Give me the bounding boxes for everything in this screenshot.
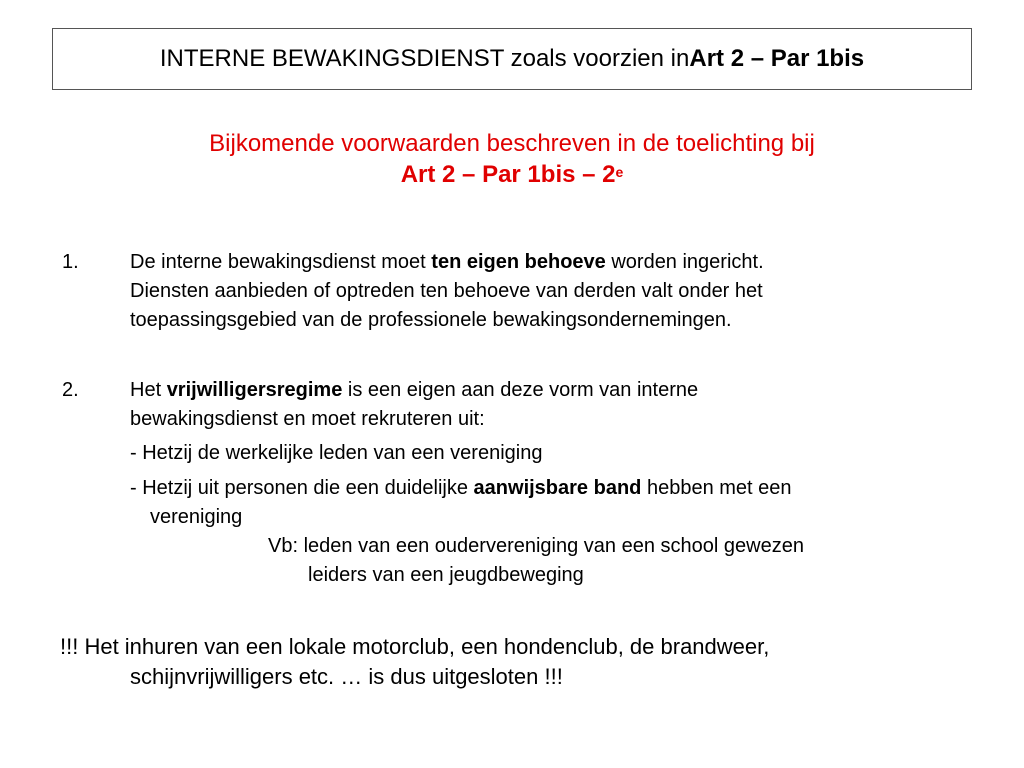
item-1-line-1-post: worden ingericht. <box>605 251 764 273</box>
subtitle-line-2-text: Art 2 – Par 1bis – 2 <box>400 161 616 188</box>
item-1-line-2: Diensten aanbieden of optreden ten behoeve van derden valt onder het <box>130 280 763 302</box>
slide-title <box>52 28 972 90</box>
item-1-bold: ten eigen behoeve <box>431 251 606 273</box>
warning-line-2: schijnvrijwilligers etc. … is dus uitgesloten !!! <box>130 664 563 689</box>
item-2-line-1-pre: Het <box>130 379 167 401</box>
item-1-line-1-pre: De interne bewakingsdienst moet <box>130 251 432 273</box>
warning-line-1: !!! Het inhuren van een lokale motorclub, een hondenclub, de brandweer, <box>60 634 770 659</box>
example-line-1: Vb: leden van een oudervereniging van een school gewezen <box>268 535 804 557</box>
item-2-line-2: bewakingsdienst en moet rekruteren uit: <box>130 408 485 430</box>
subtitle-line-1: Bijkomende voorwaarden beschreven in de toelichting bij <box>209 130 815 157</box>
item-2-bullet-2-bold: aanwijsbare band <box>473 477 642 499</box>
item-1-number: 1. <box>62 251 79 273</box>
item-2-line-1-post: is een eigen aan deze vorm van interne <box>342 379 699 401</box>
item-2-bullet-2-continuation: vereniging <box>150 506 243 528</box>
item-1-line-3: toepassingsgebied van de professionele bewakingsondernemingen. <box>130 309 732 331</box>
item-2-number: 2. <box>62 379 79 401</box>
item-2-bullet-1: - Hetzij de werkelijke leden van een vereniging <box>130 442 543 464</box>
item-1-line-1 <box>130 250 764 274</box>
example-line-2: leiders van een jeugdbeweging <box>308 564 584 586</box>
item-2-bullet-2-pre: - Hetzij uit personen die een duidelijke <box>130 477 474 499</box>
item-2-bullet-2-post: hebben met een <box>641 477 792 499</box>
title-text: INTERNE BEWAKINGSDIENST zoals voorzien in <box>159 45 690 72</box>
item-2-bullet-2 <box>130 476 792 500</box>
item-2-line-1 <box>130 378 698 402</box>
subtitle-line-2 <box>0 159 1024 190</box>
item-2-bold: vrijwilligersregime <box>166 379 343 401</box>
title-bold-text: Art 2 – Par 1bis <box>689 45 865 72</box>
subtitle-superscript: e <box>615 164 624 180</box>
